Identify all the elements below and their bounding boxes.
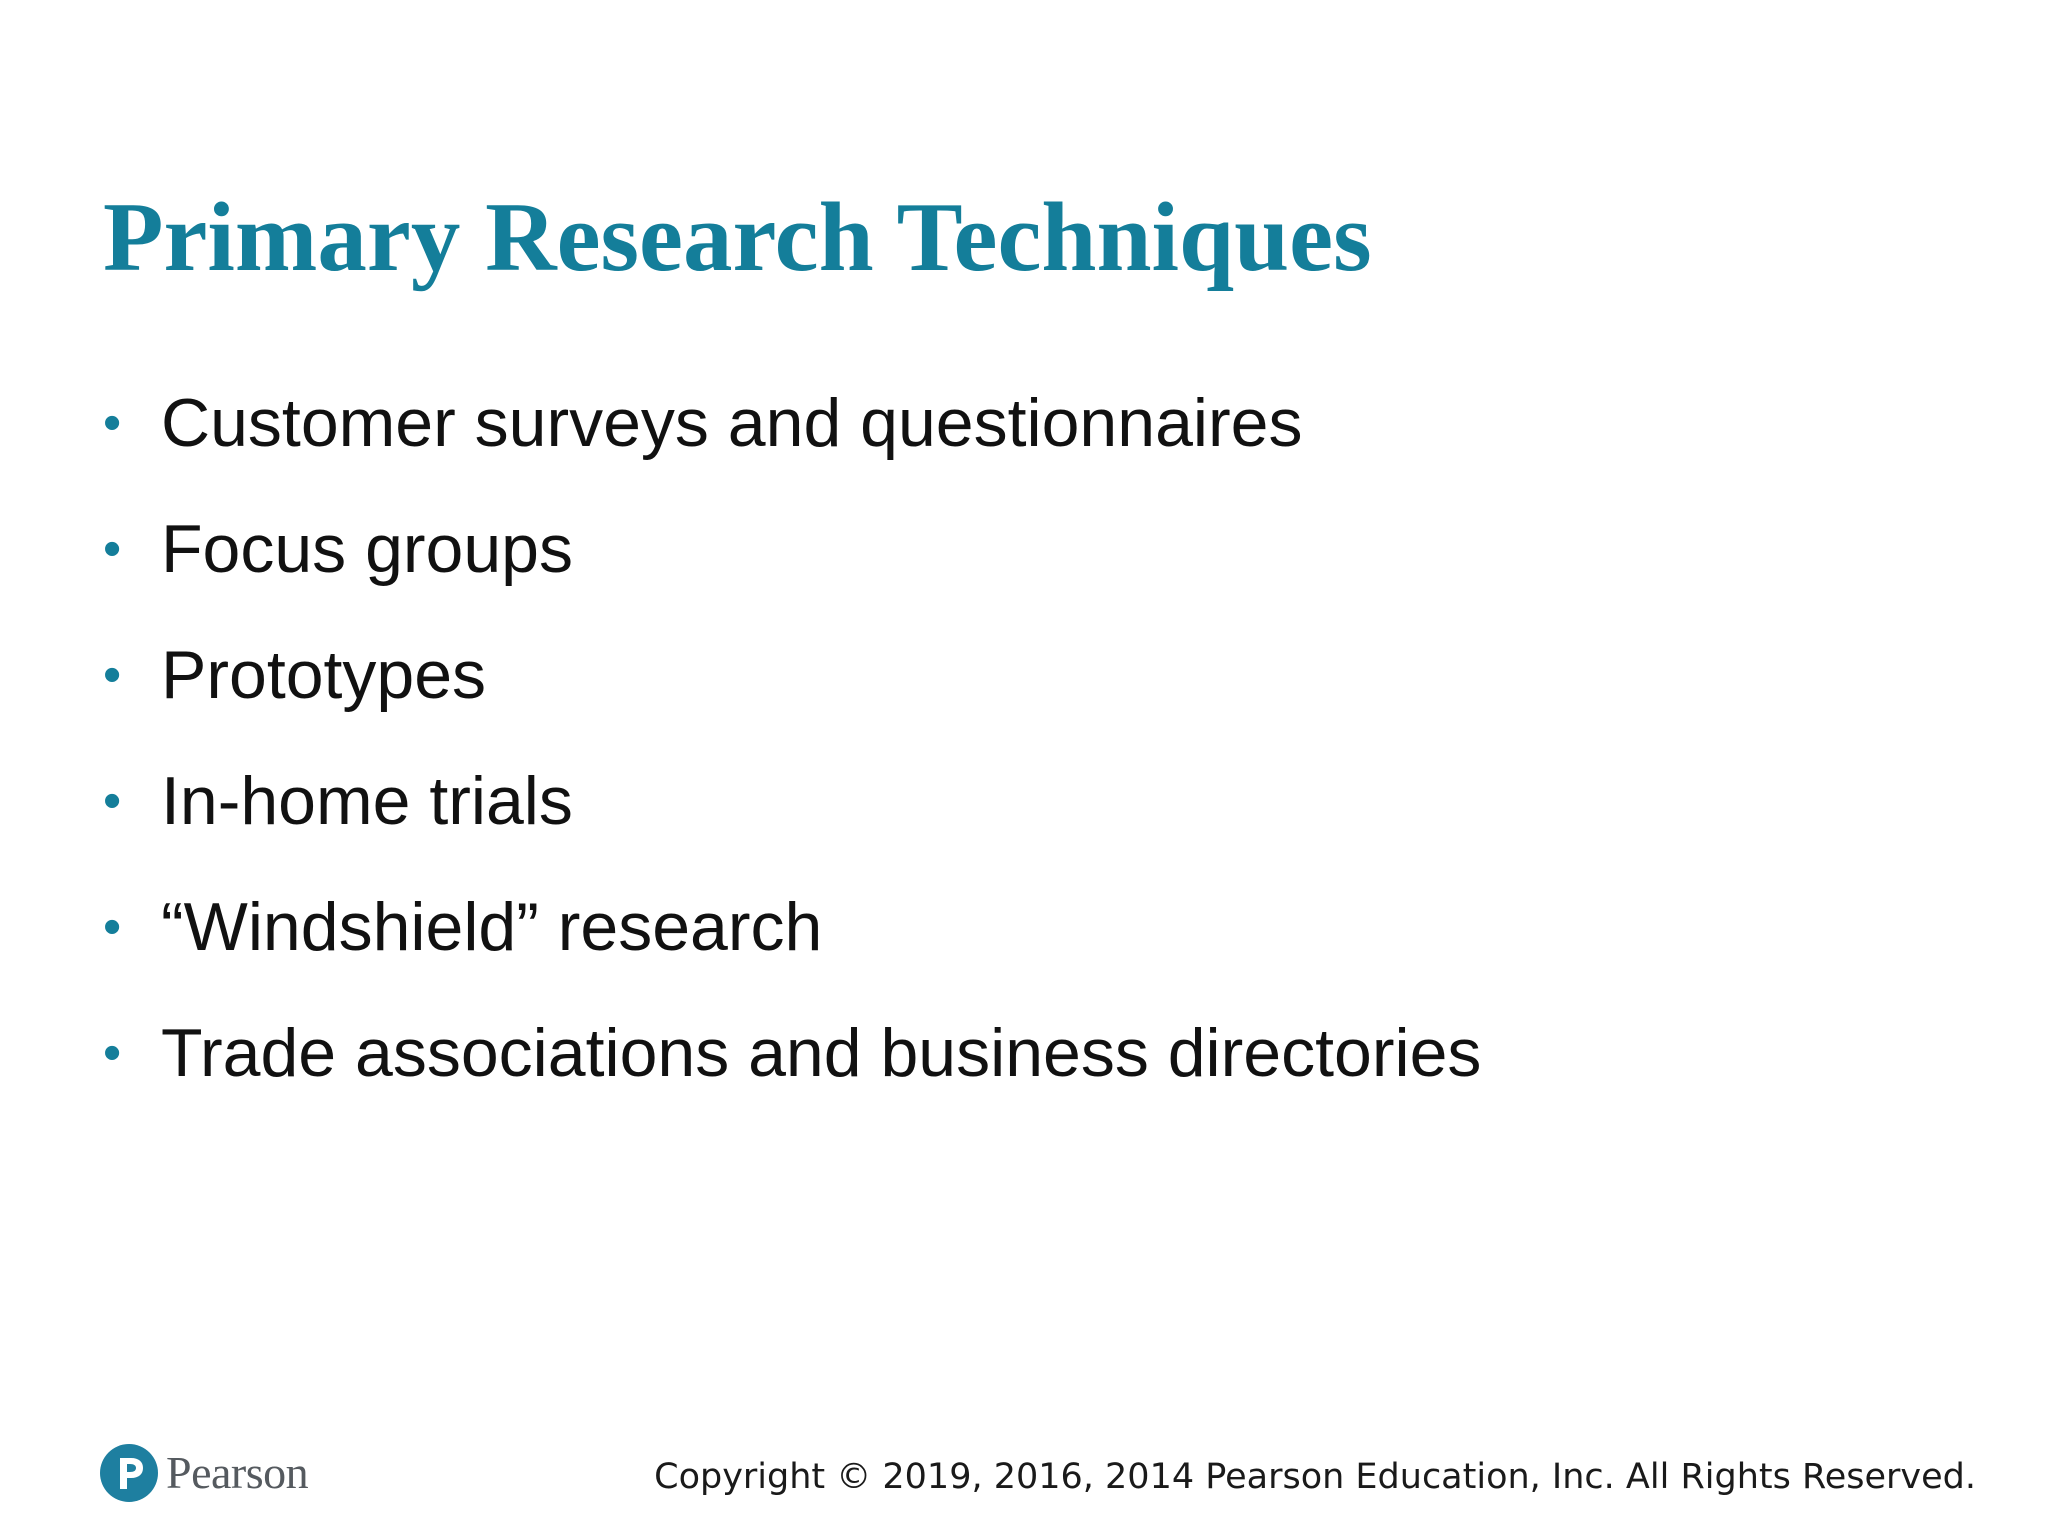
- bullet-text: “Windshield” research: [161, 889, 823, 965]
- pearson-logo: [100, 1444, 308, 1502]
- slide-title: Primary Research Techniques: [103, 183, 1372, 292]
- bullet-icon: •: [103, 394, 122, 452]
- bullet-icon: •: [103, 898, 122, 956]
- bullet-text: Focus groups: [161, 511, 573, 587]
- bullet-icon: •: [103, 646, 122, 704]
- copyright-text: Copyright © 2019, 2016, 2014 Pearson Education, Inc. All Rights Reserved.: [654, 1457, 1976, 1497]
- bullet-icon: •: [103, 520, 122, 578]
- logo-text: Pearson: [166, 1447, 309, 1498]
- bullet-item: [103, 486, 1481, 612]
- bullet-text: Customer surveys and questionnaires: [161, 385, 1303, 461]
- bullet-item: [103, 738, 1481, 864]
- bullet-item: [103, 612, 1481, 738]
- bullet-text: Trade associations and business directories: [161, 1015, 1482, 1091]
- bullet-item: [103, 864, 1481, 990]
- slide-footer: [0, 1440, 2048, 1520]
- bullet-text: In-home trials: [161, 763, 573, 839]
- bullet-item: [103, 990, 1481, 1116]
- bullet-icon: •: [103, 1024, 122, 1082]
- pearson-p-icon: [100, 1444, 158, 1502]
- bullet-icon: •: [103, 772, 122, 830]
- bullet-list: [103, 360, 1481, 1116]
- bullet-item: [103, 360, 1481, 486]
- bullet-text: Prototypes: [161, 637, 487, 713]
